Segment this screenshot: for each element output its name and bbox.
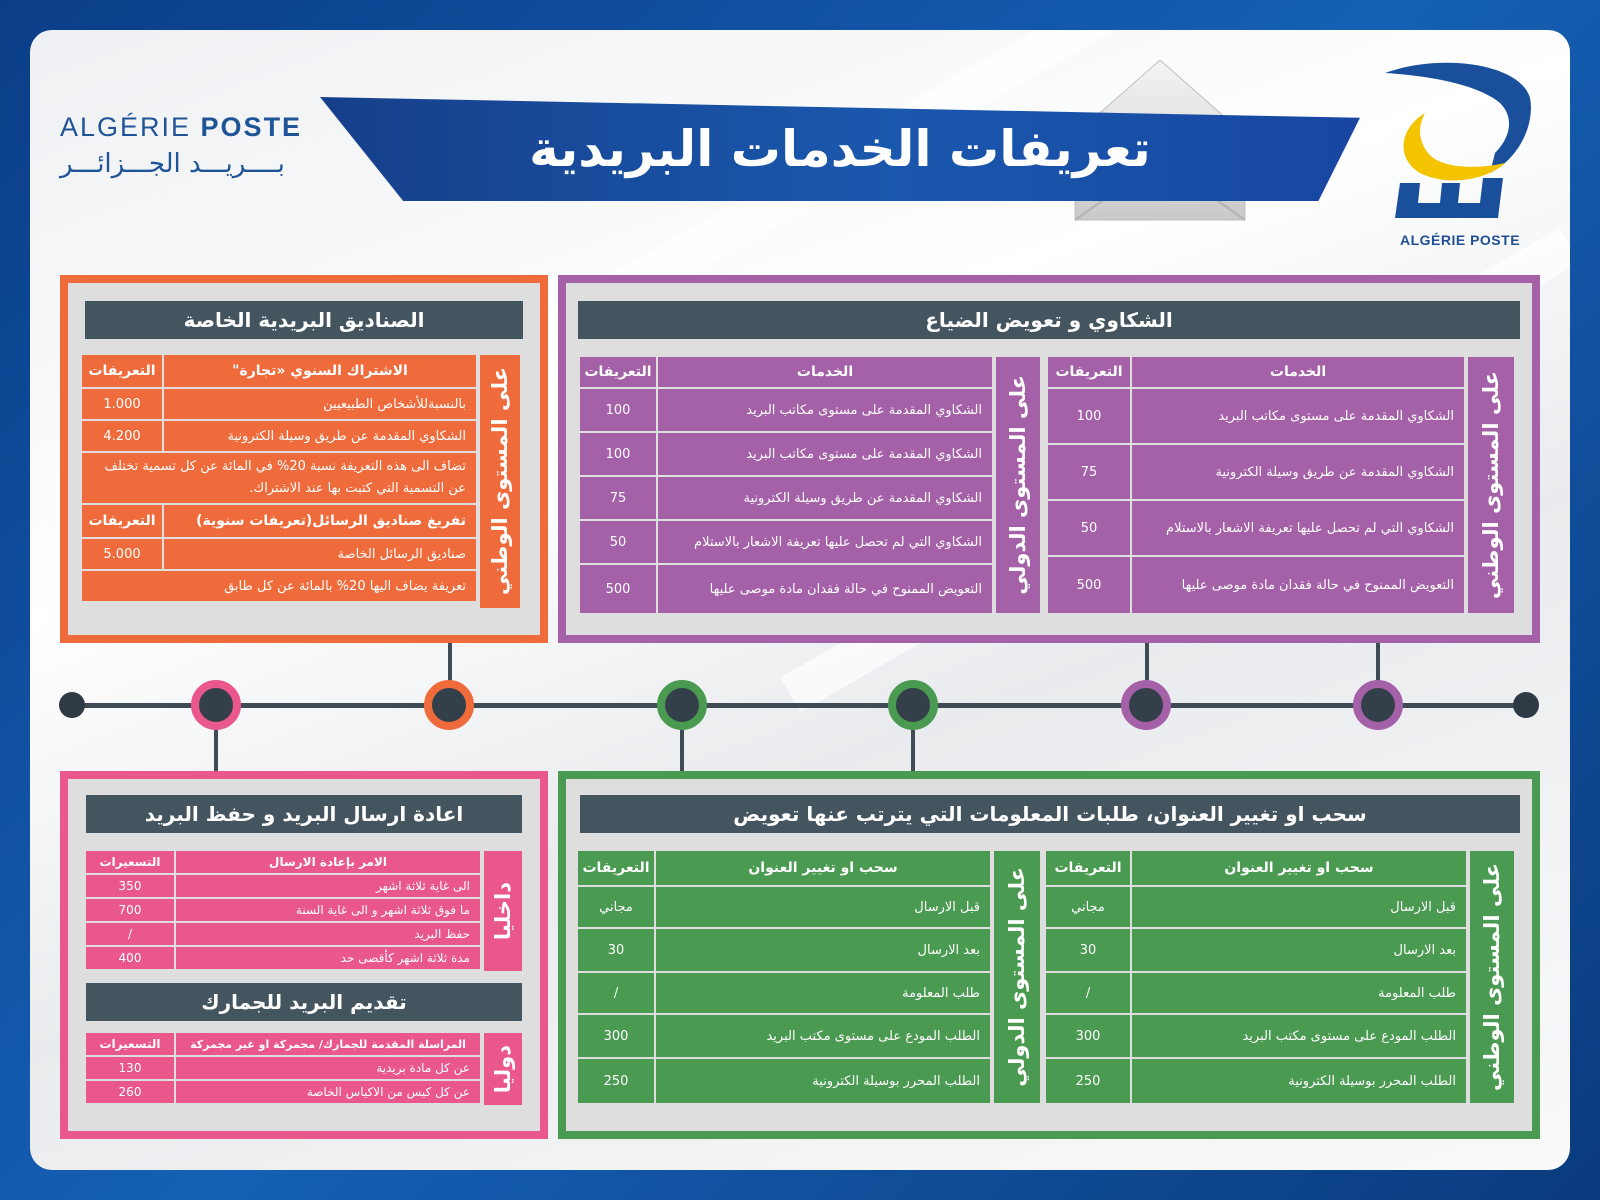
fee-label: الشكاوي التي لم تحصل عليها تعريفة الاشعار بالاستلام (658, 521, 992, 563)
header-fees: التعريفات (580, 357, 656, 387)
fee-label: صناديق الرسائل الخاصة (164, 539, 476, 569)
fee-label: الشكاوي التي لم تحصل عليها تعريفة الاشعار بالاستلام (1132, 501, 1464, 555)
fee-label: الطلب المودع على مستوى مكتب البريد (1132, 1015, 1466, 1057)
timeline-line (72, 703, 1528, 708)
timeline-node-purple (1353, 680, 1403, 730)
fee-value: 400 (86, 947, 174, 969)
private-boxes-title: الصناديق البريدية الخاصة (85, 301, 523, 339)
fee-label: طلب المعلومة (656, 973, 990, 1013)
fee-label: بالنسبةللأشخاص الطبيعيين (164, 389, 476, 419)
fee-value: 100 (580, 389, 656, 431)
complaints-panel (558, 275, 1540, 643)
header-rates: التسعيرات (86, 1033, 174, 1055)
fee-label: الشكاوي المقدمة عن طريق وسيلة الكترونية (658, 477, 992, 519)
vtab-national: على المستوى الوطني (1470, 851, 1514, 1103)
fee-value: / (578, 973, 654, 1013)
fee-label: طلب المعلومة (1132, 973, 1466, 1013)
timeline-node-orange (424, 680, 474, 730)
fee-label: الطلب المودع على مستوى مكتب البريد (656, 1015, 990, 1057)
vtab-international: دوليا (484, 1033, 522, 1105)
page-title: تعريفات الخدمات البريدية (529, 120, 1151, 178)
fee-label: الشكاوي المقدمة على مستوى مكاتب البريد (658, 389, 992, 431)
fee-label: بعد الارسال (656, 929, 990, 971)
algerie-poste-logo (1380, 58, 1540, 248)
vtab-international: على المستوى الدولي (996, 357, 1040, 613)
vtab-international: على المستوى الدولي (994, 851, 1040, 1103)
fee-label: الشكاوي المقدمة عن طريق وسيلة الكترونية (164, 421, 476, 451)
customs-title: تقديم البريد للجمارك (86, 983, 522, 1021)
fee-value: 75 (1048, 445, 1130, 499)
fee-value: 30 (578, 929, 654, 971)
fee-value: 350 (86, 875, 174, 897)
subheader-emptying: تفريغ صناديق الرسائل(تعريفات سنوية) (164, 505, 476, 537)
redirect-panel (60, 771, 548, 1139)
timeline-end-dot (1513, 692, 1539, 718)
address-panel (558, 771, 1540, 1139)
fee-value: 1.000 (82, 389, 162, 419)
header-services: الخدمات (658, 357, 992, 387)
fee-label: عن كل كيس من الاكياس الخاصة (176, 1081, 480, 1103)
subheader-address: سحب او تغيير العنوان (656, 851, 990, 885)
fee-value: 500 (580, 565, 656, 613)
complaints-title: الشكاوي و تعويض الضياع (578, 301, 1520, 339)
fee-value: / (86, 923, 174, 945)
subheader-annual: الاشتراك السنوي «تجارة" (164, 355, 476, 387)
header-rates: التسعيرات (86, 851, 174, 873)
fee-value: 130 (86, 1057, 174, 1079)
header-redirect: الامر بإعادة الارسال (176, 851, 480, 873)
fee-label: عن كل مادة بريدية (176, 1057, 480, 1079)
fee-value: 75 (580, 477, 656, 519)
fee-value: 250 (1046, 1059, 1130, 1103)
logo-caption: ALGÉRIE POSTE (1399, 232, 1521, 248)
timeline-node-pink (191, 680, 241, 730)
header-fees: التعريفات (1046, 851, 1130, 885)
fee-value: 50 (1048, 501, 1130, 555)
fee-value: 50 (580, 521, 656, 563)
fee-value: مجاني (578, 887, 654, 927)
fee-label: ما فوق ثلاثة اشهر و الى غاية السنة (176, 899, 480, 921)
header-fees: التعريفات (1048, 357, 1130, 387)
timeline-end-dot (59, 692, 85, 718)
private-boxes-panel (60, 275, 548, 643)
timeline-node-green (888, 680, 938, 730)
brand-latin: ALGÉRIE POSTE (60, 112, 303, 142)
fee-note: تضاف الى هذه التعريفة نسبة 20% في المائة عن كل تسمية تختلف عن التسمية التي كتبت بها عند الاشتراك. (82, 453, 476, 503)
header-fees: التعريفات (578, 851, 654, 885)
fee-label: الشكاوي المقدمة على مستوى مكاتب البريد (1132, 389, 1464, 443)
fee-label: قبل الارسال (656, 887, 990, 927)
fee-value: مجاني (1046, 887, 1130, 927)
fee-label: حفظ البريد (176, 923, 480, 945)
vtab-national: على المستوى الوطني (1468, 357, 1514, 613)
brand-arabic: بــــريـــد الجـــزائـــر (60, 149, 285, 179)
subheader-address: سحب او تغيير العنوان (1132, 851, 1466, 885)
fee-value: / (1046, 973, 1130, 1013)
timeline-node-purple (1121, 680, 1171, 730)
fee-label: التعويض الممنوح في حالة فقدان مادة موصى عليها (658, 565, 992, 613)
fee-value: 5.000 (82, 539, 162, 569)
header-customs: المراسلة المقدمة للجمارك/ مجمركة او غير مجمركة (176, 1033, 480, 1055)
header-services: الخدمات (1132, 357, 1464, 387)
vtab-national: على المستوى الوطني (480, 355, 520, 608)
vtab-domestic: داخليا (484, 851, 522, 971)
fee-label: قبل الارسال (1132, 887, 1466, 927)
redirect-title: اعادة ارسال البريد و حفظ البريد (86, 795, 522, 833)
fee-value: 100 (580, 433, 656, 475)
fee-value: 700 (86, 899, 174, 921)
fee-value: 300 (578, 1015, 654, 1057)
fee-label: الى غاية ثلاثة اشهر (176, 875, 480, 897)
fee-value: 260 (86, 1081, 174, 1103)
timeline-node-green (657, 680, 707, 730)
fee-value: 500 (1048, 557, 1130, 613)
fee-label: مدة ثلاثة اشهر كأقصى حد (176, 947, 480, 969)
address-title: سحب او تغيير العنوان، طلبات المعلومات التي يترتب عنها تعويض (580, 795, 1520, 833)
fee-label: الطلب المحرر بوسيلة الكترونية (1132, 1059, 1466, 1103)
fee-value: 4.200 (82, 421, 162, 451)
fee-value: 250 (578, 1059, 654, 1103)
fee-value: 100 (1048, 389, 1130, 443)
brand-wordmark (60, 112, 302, 179)
fee-value: 300 (1046, 1015, 1130, 1057)
header-fees: التعريفات (82, 355, 162, 387)
fee-label: الشكاوي المقدمة عن طريق وسيلة الكترونية (1132, 445, 1464, 499)
fee-note: تعريفة يضاف اليها 20% بالمائة عن كل طابق (82, 571, 476, 601)
logo-icon (1380, 58, 1540, 228)
fee-value: 30 (1046, 929, 1130, 971)
fee-label: بعد الارسال (1132, 929, 1466, 971)
fee-label: الشكاوي المقدمة على مستوى مكاتب البريد (658, 433, 992, 475)
fee-label: التعويض الممنوح في حالة فقدان مادة موصى عليها (1132, 557, 1464, 613)
fee-label: الطلب المحرر بوسيلة الكترونية (656, 1059, 990, 1103)
header-fees: التعريفات (82, 505, 162, 537)
